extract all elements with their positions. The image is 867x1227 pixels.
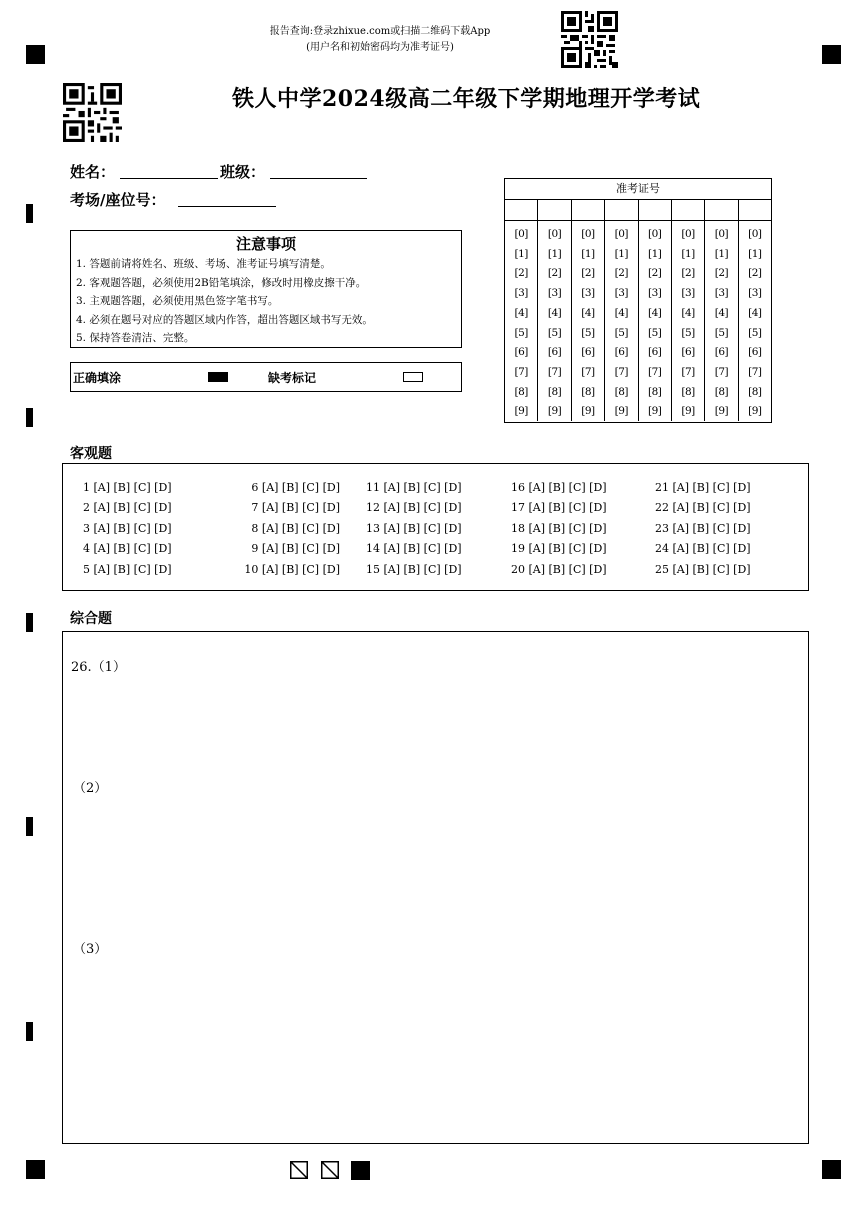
admission-digit-bubble[interactable]: [7]: [547, 365, 562, 378]
admission-digit-box[interactable]: [672, 200, 704, 221]
admission-digit-bubble[interactable]: [7]: [581, 365, 595, 378]
page-mark-filled: [351, 1161, 370, 1180]
admission-digit-bubble[interactable]: [5]: [581, 326, 595, 339]
admission-digit-bubble[interactable]: [0]: [581, 228, 595, 240]
corner-mark-top-right: [822, 45, 841, 64]
question-26-part-3: （3）: [73, 942, 108, 957]
app-qr-code[interactable]: [561, 11, 618, 68]
admission-digit-bubble[interactable]: [1]: [514, 247, 528, 260]
admission-digit-bubble[interactable]: [8]: [648, 385, 662, 398]
admission-digit-bubble[interactable]: [1]: [648, 247, 662, 260]
admission-digit-bubble[interactable]: [3]: [514, 287, 528, 300]
fill-legend: [70, 362, 462, 392]
admission-digit-bubble[interactable]: [9]: [681, 405, 695, 418]
admission-digit-bubble[interactable]: [3]: [648, 287, 662, 300]
admission-digit-bubble[interactable]: [5]: [748, 326, 762, 339]
admission-digit-bubble[interactable]: [2]: [581, 267, 595, 280]
objective-section-title: 客观题: [70, 446, 112, 462]
answer-column: [83, 478, 172, 580]
admission-digit-column: [505, 200, 538, 421]
answer-column: [655, 478, 751, 580]
admission-digit-bubble[interactable]: [3]: [581, 287, 595, 300]
student-qr-code: [63, 83, 122, 142]
admission-digit-bubble[interactable]: [7]: [748, 365, 762, 378]
answer-row[interactable]: 20 [A] [B] [C] [D]: [511, 562, 607, 576]
admission-digit-bubble[interactable]: [8]: [547, 385, 562, 398]
admission-digit-bubble[interactable]: [5]: [547, 326, 562, 339]
answer-column: [366, 478, 462, 580]
admission-digit-bubble[interactable]: [8]: [581, 385, 595, 398]
admission-digit-bubble[interactable]: [5]: [681, 326, 695, 339]
admission-digit-bubble[interactable]: [0]: [514, 228, 528, 240]
admission-digit-bubble[interactable]: [8]: [514, 385, 528, 398]
answer-row[interactable]: 9 [A] [B] [C] [D]: [251, 542, 340, 556]
timing-mark: [26, 408, 33, 427]
admission-digit-bubble[interactable]: [7]: [514, 365, 528, 378]
notice-item: 3. 主观题答题，必须使用黑色签字笔书写。: [76, 295, 279, 307]
admission-digit-bubble[interactable]: [5]: [714, 326, 729, 339]
admission-digit-bubble[interactable]: [6]: [514, 346, 528, 359]
admission-digit-bubble[interactable]: [0]: [681, 228, 695, 240]
admission-digit-bubble[interactable]: [2]: [748, 267, 762, 280]
report-query-line1: 报告查询:登录zhixue.com或扫描二维码下载App: [269, 26, 491, 37]
admission-digit-bubble[interactable]: [4]: [681, 306, 695, 319]
admission-digit-bubble[interactable]: [6]: [547, 346, 562, 359]
admission-digit-bubble[interactable]: [4]: [748, 306, 762, 319]
admission-digit-bubble[interactable]: [7]: [614, 365, 628, 378]
notice-box: [70, 230, 462, 348]
admission-digit-bubble[interactable]: [0]: [714, 228, 729, 240]
admission-digit-bubble[interactable]: [0]: [547, 228, 562, 240]
admission-digit-bubble[interactable]: [3]: [547, 287, 562, 300]
admission-digit-bubble[interactable]: [2]: [648, 267, 662, 280]
admission-digit-bubble[interactable]: [6]: [748, 346, 762, 359]
admission-digit-box[interactable]: [739, 200, 771, 221]
page-mark-crossed: [321, 1161, 339, 1179]
class-field[interactable]: [270, 178, 367, 179]
admission-digit-bubble[interactable]: [3]: [748, 287, 762, 300]
answer-column: [511, 478, 607, 580]
admission-digit-bubble[interactable]: [8]: [714, 385, 729, 398]
admission-digit-bubble[interactable]: [6]: [648, 346, 662, 359]
answer-row[interactable]: 15 [A] [B] [C] [D]: [366, 562, 462, 576]
admission-digit-bubble[interactable]: [4]: [614, 306, 628, 319]
timing-mark: [26, 613, 33, 632]
admission-digit-bubble[interactable]: [4]: [581, 306, 595, 319]
timing-mark: [26, 817, 33, 836]
notice-title: 注意事项: [235, 235, 296, 253]
page-mark-crossed: [290, 1161, 308, 1179]
admission-digit-column: [672, 200, 705, 421]
admission-digit-bubble[interactable]: [4]: [514, 306, 528, 319]
seat-field[interactable]: [178, 206, 276, 207]
admission-digit-bubble[interactable]: [2]: [614, 267, 628, 280]
admission-digit-bubble[interactable]: [6]: [681, 346, 695, 359]
admission-digit-bubble[interactable]: [1]: [614, 247, 628, 260]
answer-row[interactable]: 11 [A] [B] [C] [D]: [366, 481, 462, 494]
answer-row[interactable]: 12 [A] [B] [C] [D]: [366, 501, 462, 515]
admission-digit-bubble[interactable]: [2]: [514, 267, 528, 280]
admission-columns: [505, 200, 771, 421]
admission-digit-bubble[interactable]: [5]: [514, 326, 528, 339]
timing-mark: [26, 1022, 33, 1041]
report-query-line2: (用户名和初始密码均为准考证号): [306, 42, 454, 53]
timing-mark: [26, 204, 33, 223]
answer-row[interactable]: 14 [A] [B] [C] [D]: [366, 542, 462, 556]
admission-digit-bubble[interactable]: [7]: [714, 365, 729, 378]
admission-digit-column: [538, 200, 571, 421]
corner-mark-top-left: [26, 45, 45, 64]
admission-title: 准考证号: [505, 179, 771, 200]
answer-row[interactable]: 13 [A] [B] [C] [D]: [366, 521, 462, 535]
admission-digit-bubble[interactable]: [4]: [547, 306, 562, 319]
admission-digit-bubble[interactable]: [5]: [614, 326, 628, 339]
answer-row[interactable]: 18 [A] [B] [C] [D]: [511, 521, 607, 535]
correct-fill-sample: [208, 372, 228, 382]
comprehensive-section-title: 综合题: [70, 611, 112, 627]
admission-digit-column: [739, 200, 771, 421]
admission-digit-bubble[interactable]: [3]: [681, 287, 695, 300]
admission-digit-bubble[interactable]: [0]: [648, 228, 662, 240]
notice-item: 4. 必须在题号对应的答题区域内作答，超出答题区域书写无效。: [76, 313, 373, 326]
admission-digit-bubble[interactable]: [9]: [714, 405, 729, 418]
admission-digit-bubble[interactable]: [6]: [581, 346, 595, 359]
answer-row[interactable]: 21 [A] [B] [C] [D]: [655, 481, 751, 494]
admission-digit-box[interactable]: [538, 200, 570, 221]
question-26-part-1: 26.（1）: [71, 660, 126, 675]
admission-digit-bubble[interactable]: [1]: [581, 247, 595, 260]
name-label: 姓名：: [70, 163, 116, 181]
admission-digit-bubble[interactable]: [4]: [714, 306, 729, 319]
answer-row[interactable]: 25 [A] [B] [C] [D]: [655, 562, 751, 576]
admission-digit-bubble[interactable]: [8]: [681, 385, 695, 398]
seat-label: 考场/座位号：: [70, 191, 166, 209]
admission-digit-bubble[interactable]: [9]: [614, 405, 628, 418]
name-field[interactable]: [120, 178, 218, 179]
answer-row[interactable]: 7 [A] [B] [C] [D]: [251, 501, 340, 515]
corner-mark-bottom-right: [822, 1160, 841, 1179]
answer-row[interactable]: 19 [A] [B] [C] [D]: [511, 542, 607, 556]
admission-digit-bubble[interactable]: [2]: [681, 267, 695, 280]
admission-digit-bubble[interactable]: [1]: [714, 247, 729, 260]
admission-digit-bubble[interactable]: [1]: [681, 247, 695, 260]
answer-row[interactable]: 2 [A] [B] [C] [D]: [83, 501, 172, 515]
admission-digit-bubble[interactable]: [4]: [648, 306, 662, 319]
admission-digit-bubble[interactable]: [8]: [748, 385, 762, 398]
correct-fill-label: 正确填涂: [73, 371, 122, 385]
comprehensive-answer-area[interactable]: [62, 631, 809, 1144]
admission-digit-box[interactable]: [605, 200, 637, 221]
notice-item: 5. 保持答卷清洁、完整。: [76, 332, 195, 344]
notice-item: 1. 答题前请将姓名、班级、考场、准考证号填写清楚。: [76, 258, 331, 270]
answer-row[interactable]: 17 [A] [B] [C] [D]: [511, 501, 607, 515]
corner-mark-bottom-left: [26, 1160, 45, 1179]
answer-row[interactable]: 5 [A] [B] [C] [D]: [83, 562, 172, 576]
answer-column: [222, 478, 340, 580]
admission-digit-bubble[interactable]: [9]: [648, 405, 662, 418]
question-26-part-2: （2）: [73, 781, 108, 796]
answer-row[interactable]: 8 [A] [B] [C] [D]: [251, 521, 340, 535]
admission-digit-column: [605, 200, 638, 421]
absent-mark-box[interactable]: [403, 372, 423, 382]
objective-answer-area: [62, 463, 809, 591]
answer-row[interactable]: 6 [A] [B] [C] [D]: [251, 481, 340, 494]
admission-digit-bubble[interactable]: [9]: [581, 405, 595, 418]
admission-digit-bubble[interactable]: [8]: [614, 385, 628, 398]
admission-number-grid: [504, 178, 772, 423]
admission-digit-box[interactable]: [639, 200, 671, 221]
admission-digit-bubble[interactable]: [9]: [514, 405, 528, 418]
admission-digit-bubble[interactable]: [3]: [714, 287, 729, 300]
admission-digit-bubble[interactable]: [7]: [681, 365, 695, 378]
admission-digit-bubble[interactable]: [1]: [547, 247, 562, 260]
absent-mark-label: 缺考标记: [268, 371, 317, 385]
admission-digit-column: [572, 200, 605, 421]
admission-digit-bubble[interactable]: [9]: [748, 405, 762, 418]
answer-row[interactable]: 24 [A] [B] [C] [D]: [655, 542, 751, 556]
answer-row[interactable]: 23 [A] [B] [C] [D]: [655, 521, 751, 535]
admission-digit-bubble[interactable]: [0]: [748, 228, 762, 240]
admission-digit-bubble[interactable]: [1]: [748, 247, 762, 260]
answer-row[interactable]: 22 [A] [B] [C] [D]: [655, 501, 751, 515]
admission-digit-bubble[interactable]: [5]: [648, 326, 662, 339]
answer-row[interactable]: 1 [A] [B] [C] [D]: [83, 481, 172, 494]
admission-digit-bubble[interactable]: [3]: [614, 287, 628, 300]
notice-list: [71, 255, 461, 348]
admission-digit-column: [705, 200, 738, 421]
answer-row[interactable]: 16 [A] [B] [C] [D]: [511, 481, 607, 494]
answer-row[interactable]: 4 [A] [B] [C] [D]: [83, 542, 172, 556]
admission-digit-box[interactable]: [505, 200, 537, 221]
admission-digit-bubble[interactable]: [0]: [614, 228, 628, 240]
notice-item: 2. 客观题答题，必须使用2B铅笔填涂，修改时用橡皮擦干净。: [76, 276, 367, 289]
admission-digit-column: [639, 200, 672, 421]
exam-title: 铁人中学2024级高二年级下学期地理开学考试: [232, 86, 701, 112]
admission-digit-bubble[interactable]: [9]: [547, 405, 562, 418]
admission-digit-bubble[interactable]: [6]: [714, 346, 729, 359]
class-label: 班级：: [220, 163, 266, 181]
admission-digit-box[interactable]: [572, 200, 604, 221]
admission-digit-box[interactable]: [705, 200, 737, 221]
admission-digit-bubble[interactable]: [7]: [648, 365, 662, 378]
report-query-note: [230, 24, 530, 56]
admission-digit-bubble[interactable]: [2]: [547, 267, 562, 280]
answer-row[interactable]: 10 [A] [B] [C] [D]: [244, 562, 340, 576]
admission-digit-bubble[interactable]: [2]: [714, 267, 729, 280]
answer-row[interactable]: 3 [A] [B] [C] [D]: [83, 521, 172, 535]
admission-digit-bubble[interactable]: [6]: [614, 346, 628, 359]
